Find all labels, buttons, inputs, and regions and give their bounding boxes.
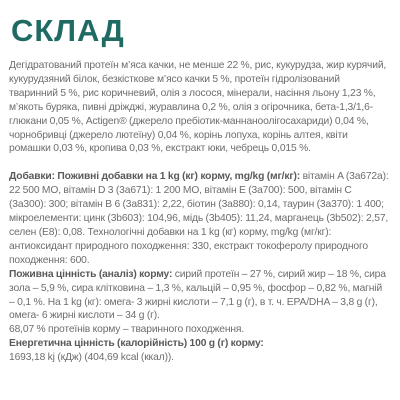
- energy-heading-label: Енергетична цінність (калорійність) 100 g (г) корму:: [9, 338, 264, 350]
- animal-origin-text: 68,07 % протеїнів корму – тваринного походження.: [9, 324, 245, 336]
- energy-value: 1693,18 kj (кДж) (404,69 kcal (ккал)).: [9, 352, 174, 364]
- composition-text: Дегідратований протеїн м’яса качки, не менше 22 %, рис, кукурудза, жир курячий, кукурудзяний білок, безкісткове м’ясо качки 5 %, протеїн гідролізований тваринний 5 %, рис коричневий, олія з лосося, мінерали, насіння льону 1,23 %, м’якоть буряка, пивні дріжджі, журавлина 0,2 %, олія з огірочника, бета-1,3/1,6-глюкани 0,05 %, Actigen® (джерело пребіотик-маннаноолігосахариди) 0,04 %, чорнобривці (джерело лютеїну) 0,04 %, корінь лопуха, корінь алтея, квіти ромашки 0,03 %, кропива 0,03 %, екстракт юки, чебрець 0,015 %.: [9, 60, 387, 155]
- page-title: СКЛАД: [11, 13, 125, 48]
- additives-text: вітамін A (3a672a): 22 500 МО, вітамін D 3 (3a671): 1 200 МО, вітамін E (3a700): 500, вітамін С (3a300): 300; вітамін В 6 (3a831): 2,22, біотин (3a880): 0,14, таурин (3a370): 1 400; мікроелементи: цинк (3b603): 104,96, мідь (3b405): 11,24, марганець (3b502): 2,57, селен (E8): 0,08. Технологічні добавки на 1 kg (кг) корму, mg/kg (мг/кг): антиоксидант природного походження: 330, екстракт токоферолу природного походження: 600.: [9, 171, 389, 266]
- additives-section: [9, 170, 390, 267]
- nutrition-text: сирий протеїн – 27 %, сирий жир – 18 %, сира зола – 5,9 %, сира клітковина – 1,3 %, кальцій – 0,95 %, фосфор – 0,82 %, магній – 0,1 %. На 1 kg (кг): омега- 3 жирні кислоти – 7,1 g (г), в т. ч. EPA/DHA – 3,8 g (г), омега- 6 жирні кислоти – 34 g (г).: [9, 268, 386, 322]
- nutrition-section: [9, 268, 390, 324]
- nutrition-heading: Поживна цінність (аналіз) корму:: [9, 268, 173, 280]
- energy-heading: [9, 337, 390, 351]
- additives-heading: Добавки: Поживні добавки на 1 kg (кг) корму, mg/kg (мг/кг):: [9, 171, 301, 183]
